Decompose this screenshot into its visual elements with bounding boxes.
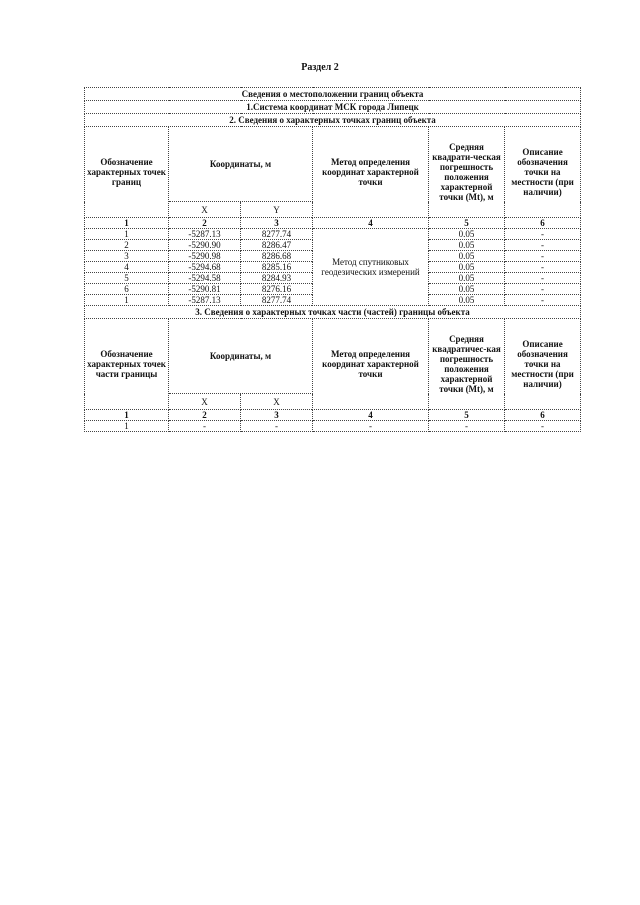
s2-header-coords: Координаты, м [169,127,313,202]
table-banner: Сведения о местоположении границ объекта [85,88,581,101]
page-heading: Раздел 2 [301,62,339,73]
section2-title: 2. Сведения о характерных точках границ объекта [85,114,581,127]
cell-x: -5287.13 [169,229,241,240]
section3-title: 3. Сведения о характерных точках части (частей) границы объекта [85,306,581,319]
cell-error: 0.05 [429,229,505,240]
cell-y: 8276.16 [241,284,313,295]
cell-y: 8286.47 [241,240,313,251]
cell-desc: - [505,295,581,306]
s2-header-error: Средняя квадрати-ческая погрешность положения характерной точки (Mt), м [429,127,505,218]
s3-colnum: 4 [313,410,429,421]
s3-colnum: 5 [429,410,505,421]
cell-x: -5290.90 [169,240,241,251]
cell-desc: - [505,229,581,240]
s3-header-y: X [241,394,313,410]
cell-y: - [241,421,313,432]
cell-error: - [429,421,505,432]
s2-colnum: 2 [169,218,241,229]
s3-header-method: Метод определения координат характерной точки [313,319,429,410]
s2-header-method: Метод определения координат характерной точки [313,127,429,218]
cell-error: 0.05 [429,295,505,306]
cell-desc: - [505,273,581,284]
s2-colnum: 4 [313,218,429,229]
cell-desc: - [505,240,581,251]
cell-y: 8286.68 [241,251,313,262]
s2-colnum: 6 [505,218,581,229]
s2-header-desc: Описание обозначения точки на местности (при наличии) [505,127,581,218]
s3-header-error: Средняя квадратичес-кая погрешность положения характерной точки (Mt), м [429,319,505,410]
cell-desc: - [505,284,581,295]
cell-desc: - [505,251,581,262]
s3-colnum: 2 [169,410,241,421]
cell-point: 1 [85,229,169,240]
boundary-table [84,87,581,432]
cell-x: -5287.13 [169,295,241,306]
cell-y: 8277.74 [241,229,313,240]
cell-y: 8284.93 [241,273,313,284]
coord-system-row: 1.Система координат МСК города Липецк [85,101,581,114]
s3-header-point: Обозначение характерных точек части границы [85,319,169,410]
s3-colnum: 3 [241,410,313,421]
cell-x: -5290.98 [169,251,241,262]
s3-header-desc: Описание обозначения точки на местности (при наличии) [505,319,581,410]
cell-point: 6 [85,284,169,295]
table-row [85,421,581,432]
table-row [85,229,581,240]
cell-x: - [169,421,241,432]
cell-point: 1 [85,295,169,306]
cell-error: 0.05 [429,273,505,284]
s2-colnum: 5 [429,218,505,229]
cell-error: 0.05 [429,284,505,295]
s3-header-x: X [169,394,241,410]
s3-colnum: 1 [85,410,169,421]
s3-colnum: 6 [505,410,581,421]
s2-colnum: 1 [85,218,169,229]
cell-desc: - [505,421,581,432]
s2-colnum: 3 [241,218,313,229]
cell-point: 2 [85,240,169,251]
cell-method: - [313,421,429,432]
cell-y: 8277.74 [241,295,313,306]
cell-x: -5294.58 [169,273,241,284]
s2-header-x: X [169,202,241,218]
cell-y: 8285.16 [241,262,313,273]
s2-header-point: Обозначение характерных точек границ [85,127,169,218]
cell-method: Метод спутниковых геодезических измерений [313,229,429,306]
cell-error: 0.05 [429,262,505,273]
cell-x: -5290.81 [169,284,241,295]
s2-header-y: Y [241,202,313,218]
s3-header-coords: Координаты, м [169,319,313,394]
cell-error: 0.05 [429,251,505,262]
cell-point: 3 [85,251,169,262]
cell-desc: - [505,262,581,273]
cell-point: 4 [85,262,169,273]
cell-point: 1 [85,421,169,432]
cell-x: -5294.68 [169,262,241,273]
cell-point: 5 [85,273,169,284]
cell-error: 0.05 [429,240,505,251]
